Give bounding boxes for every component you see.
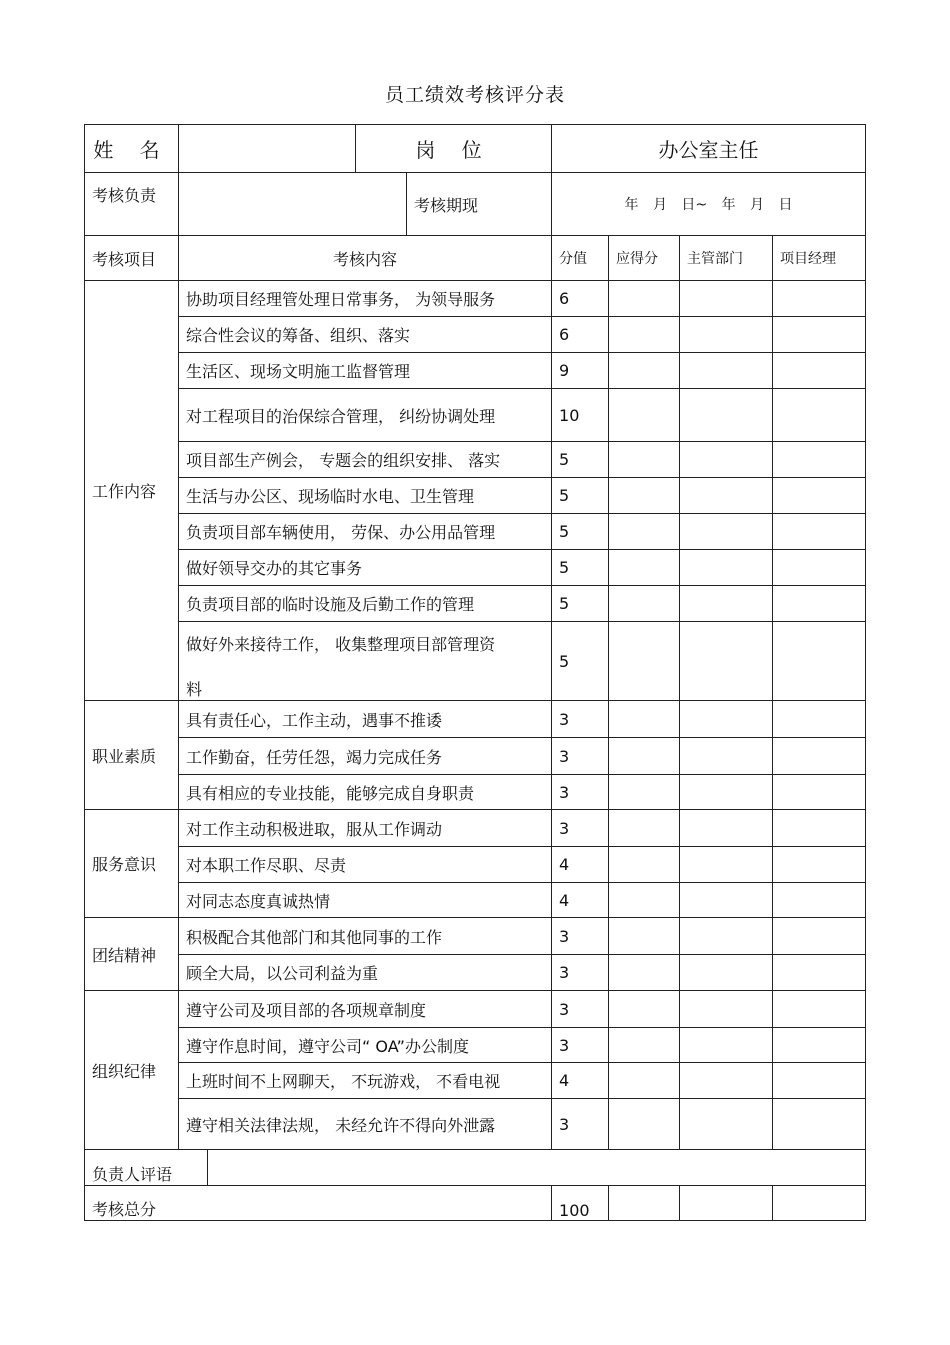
total-label: 考核总分 [85, 1186, 552, 1221]
table-row [85, 918, 866, 955]
should-score-cell[interactable] [609, 738, 680, 775]
should-score-cell[interactable] [609, 883, 680, 918]
table-row [85, 281, 866, 317]
should-score-cell[interactable] [609, 478, 680, 514]
content-cell: 具有责任心，工作主动，遇事不推诿 [179, 701, 552, 738]
table-row [85, 514, 866, 550]
col-score-header: 分值 [552, 236, 609, 281]
category-cell: 服务意识 [85, 810, 179, 918]
content-cell: 工作勤奋，任劳任怨，竭力完成任务 [179, 738, 552, 775]
content-cell [179, 622, 552, 701]
table-row [85, 883, 866, 918]
name-label: 姓 名 [85, 125, 179, 173]
pm-score-cell[interactable] [773, 918, 866, 955]
content-cell: 综合性会议的筹备、组织、落实 [179, 317, 552, 353]
score-cell: 3 [552, 918, 609, 955]
col-should-score-header: 应得分 [609, 236, 680, 281]
dept-score-cell[interactable] [680, 775, 773, 810]
score-cell: 5 [552, 622, 609, 701]
pm-score-cell[interactable] [773, 550, 866, 586]
score-cell: 6 [552, 281, 609, 317]
score-cell: 4 [552, 883, 609, 918]
pm-score-cell[interactable] [773, 810, 866, 847]
table-row [85, 1063, 866, 1099]
score-cell: 3 [552, 701, 609, 738]
should-score-cell[interactable] [609, 550, 680, 586]
should-score-cell[interactable] [609, 955, 680, 991]
dept-score-cell[interactable] [680, 389, 773, 442]
score-cell: 5 [552, 586, 609, 622]
pm-score-cell[interactable] [773, 1099, 866, 1150]
should-score-cell[interactable] [609, 622, 680, 701]
score-cell: 3 [552, 738, 609, 775]
pm-score-cell[interactable] [773, 991, 866, 1028]
content-cell: 项目部生产例会， 专题会的组织安排、 落实 [179, 442, 552, 478]
reviewer-label: 考核负责 [85, 173, 179, 236]
pm-score-cell[interactable] [773, 701, 866, 738]
dept-score-cell[interactable] [680, 1099, 773, 1150]
col-dept-header: 主管部门 [680, 236, 773, 281]
should-score-cell[interactable] [609, 353, 680, 389]
header-row-name [85, 125, 866, 173]
content-cell: 负责项目部的临时设施及后勤工作的管理 [179, 586, 552, 622]
col-pm-header: 项目经理 [773, 236, 866, 281]
table-row [85, 810, 866, 847]
should-score-cell[interactable] [609, 389, 680, 442]
category-cell: 工作内容 [85, 281, 179, 701]
should-score-cell[interactable] [609, 514, 680, 550]
score-cell: 3 [552, 810, 609, 847]
table-row [85, 847, 866, 883]
dept-score-cell[interactable] [680, 514, 773, 550]
should-score-cell[interactable] [609, 317, 680, 353]
dept-score-cell[interactable] [680, 701, 773, 738]
score-cell: 6 [552, 317, 609, 353]
dept-score-cell[interactable] [680, 586, 773, 622]
score-cell: 5 [552, 478, 609, 514]
pm-score-cell[interactable] [773, 281, 866, 317]
should-score-cell[interactable] [609, 810, 680, 847]
should-score-cell[interactable] [609, 442, 680, 478]
pm-score-cell[interactable] [773, 442, 866, 478]
content-cell: 协助项目经理管处理日常事务， 为领导服务 [179, 281, 552, 317]
content-cell: 负责项目部车辆使用， 劳保、办公用品管理 [179, 514, 552, 550]
header-row-reviewer [85, 173, 866, 236]
content-cell: 生活与办公区、现场临时水电、卫生管理 [179, 478, 552, 514]
table-row [85, 1099, 866, 1150]
dept-score-cell[interactable] [680, 1028, 773, 1063]
score-cell: 9 [552, 353, 609, 389]
content-line: 料 [186, 680, 203, 699]
content-line: 做好外来接待工作， 收集整理项目部管理资 [186, 635, 496, 654]
content-cell: 生活区、现场文明施工监督管理 [179, 353, 552, 389]
should-score-cell[interactable] [609, 991, 680, 1028]
col-content-header: 考核内容 [179, 236, 552, 281]
dept-score-cell[interactable] [680, 1063, 773, 1099]
pm-score-cell[interactable] [773, 1063, 866, 1099]
content-cell: 对同志态度真诚热情 [179, 883, 552, 918]
should-score-cell[interactable] [609, 918, 680, 955]
position-value[interactable]: 办公室主任 [552, 125, 866, 173]
score-cell: 5 [552, 514, 609, 550]
column-header-row [85, 236, 866, 281]
total-should-score-cell[interactable] [609, 1186, 680, 1221]
table-row [85, 389, 866, 442]
period-label: 考核期现 [407, 173, 552, 236]
content-cell: 积极配合其他部门和其他同事的工作 [179, 918, 552, 955]
score-cell: 3 [552, 1028, 609, 1063]
comment-field[interactable] [208, 1150, 866, 1186]
should-score-cell[interactable] [609, 1028, 680, 1063]
dept-score-cell[interactable] [680, 991, 773, 1028]
dept-score-cell[interactable] [680, 883, 773, 918]
table-row [85, 317, 866, 353]
pm-score-cell[interactable] [773, 847, 866, 883]
should-score-cell[interactable] [609, 701, 680, 738]
pm-score-cell[interactable] [773, 389, 866, 442]
category-cell: 职业素质 [85, 701, 179, 810]
should-score-cell[interactable] [609, 775, 680, 810]
score-cell: 5 [552, 442, 609, 478]
dept-score-cell[interactable] [680, 918, 773, 955]
dept-score-cell[interactable] [680, 955, 773, 991]
table-row [85, 622, 866, 701]
score-cell: 4 [552, 847, 609, 883]
dept-score-cell[interactable] [680, 353, 773, 389]
should-score-cell[interactable] [609, 1099, 680, 1150]
table-row [85, 991, 866, 1028]
content-cell: 对工作主动积极进取，服从工作调动 [179, 810, 552, 847]
pm-score-cell[interactable] [773, 1028, 866, 1063]
table-row [85, 1028, 866, 1063]
dept-score-cell[interactable] [680, 622, 773, 701]
content-cell: 对工程项目的治保综合管理， 纠纷协调处理 [179, 389, 552, 442]
content-cell: 遵守相关法律法规， 未经允许不得向外泄露 [179, 1099, 552, 1150]
score-cell: 5 [552, 550, 609, 586]
dept-score-cell[interactable] [680, 317, 773, 353]
total-row [85, 1186, 866, 1221]
pm-score-cell[interactable] [773, 317, 866, 353]
position-label: 岗 位 [356, 125, 552, 173]
should-score-cell[interactable] [609, 847, 680, 883]
dept-score-cell[interactable] [680, 442, 773, 478]
dept-score-cell[interactable] [680, 847, 773, 883]
table-row [85, 442, 866, 478]
comment-label: 负责人评语 [85, 1150, 208, 1186]
should-score-cell[interactable] [609, 281, 680, 317]
table-row [85, 353, 866, 389]
content-cell: 做好领导交办的其它事务 [179, 550, 552, 586]
pm-score-cell[interactable] [773, 478, 866, 514]
content-cell: 具有相应的专业技能，能够完成自身职责 [179, 775, 552, 810]
category-cell: 组织纪律 [85, 991, 179, 1150]
should-score-cell[interactable] [609, 586, 680, 622]
dept-score-cell[interactable] [680, 738, 773, 775]
table-row [85, 955, 866, 991]
pm-score-cell[interactable] [773, 738, 866, 775]
table-row [85, 550, 866, 586]
score-cell: 3 [552, 775, 609, 810]
table-row [85, 478, 866, 514]
content-cell: 顾全大局，以公司利益为重 [179, 955, 552, 991]
reviewer-field[interactable] [179, 173, 407, 236]
period-field[interactable]: 年 月 日~ 年 月 日 [552, 173, 866, 236]
content-cell: 对本职工作尽职、尽责 [179, 847, 552, 883]
page-title: 员工绩效考核评分表 [384, 84, 565, 106]
content-cell: 遵守公司及项目部的各项规章制度 [179, 991, 552, 1028]
should-score-cell[interactable] [609, 1063, 680, 1099]
dept-score-cell[interactable] [680, 810, 773, 847]
category-cell: 团结精神 [85, 918, 179, 991]
score-cell: 3 [552, 955, 609, 991]
dept-score-cell[interactable] [680, 550, 773, 586]
pm-score-cell[interactable] [773, 622, 866, 701]
table-row [85, 775, 866, 810]
table-row [85, 701, 866, 738]
dept-score-cell[interactable] [680, 281, 773, 317]
total-score: 100 [552, 1186, 609, 1221]
score-cell: 3 [552, 991, 609, 1028]
score-cell: 10 [552, 389, 609, 442]
pm-score-cell[interactable] [773, 586, 866, 622]
pm-score-cell[interactable] [773, 514, 866, 550]
table-row [85, 738, 866, 775]
pm-score-cell[interactable] [773, 883, 866, 918]
score-cell: 3 [552, 1099, 609, 1150]
pm-score-cell[interactable] [773, 775, 866, 810]
evaluation-table [84, 124, 866, 1221]
table-row [85, 586, 866, 622]
name-field[interactable] [179, 125, 356, 173]
total-pm-cell[interactable] [773, 1186, 866, 1221]
pm-score-cell[interactable] [773, 353, 866, 389]
col-item-header: 考核项目 [85, 236, 179, 281]
content-cell: 遵守作息时间，遵守公司“ OA”办公制度 [179, 1028, 552, 1063]
dept-score-cell[interactable] [680, 478, 773, 514]
pm-score-cell[interactable] [773, 955, 866, 991]
score-cell: 4 [552, 1063, 609, 1099]
comment-row [85, 1150, 866, 1186]
total-dept-cell[interactable] [680, 1186, 773, 1221]
content-cell: 上班时间不上网聊天， 不玩游戏， 不看电视 [179, 1063, 552, 1099]
